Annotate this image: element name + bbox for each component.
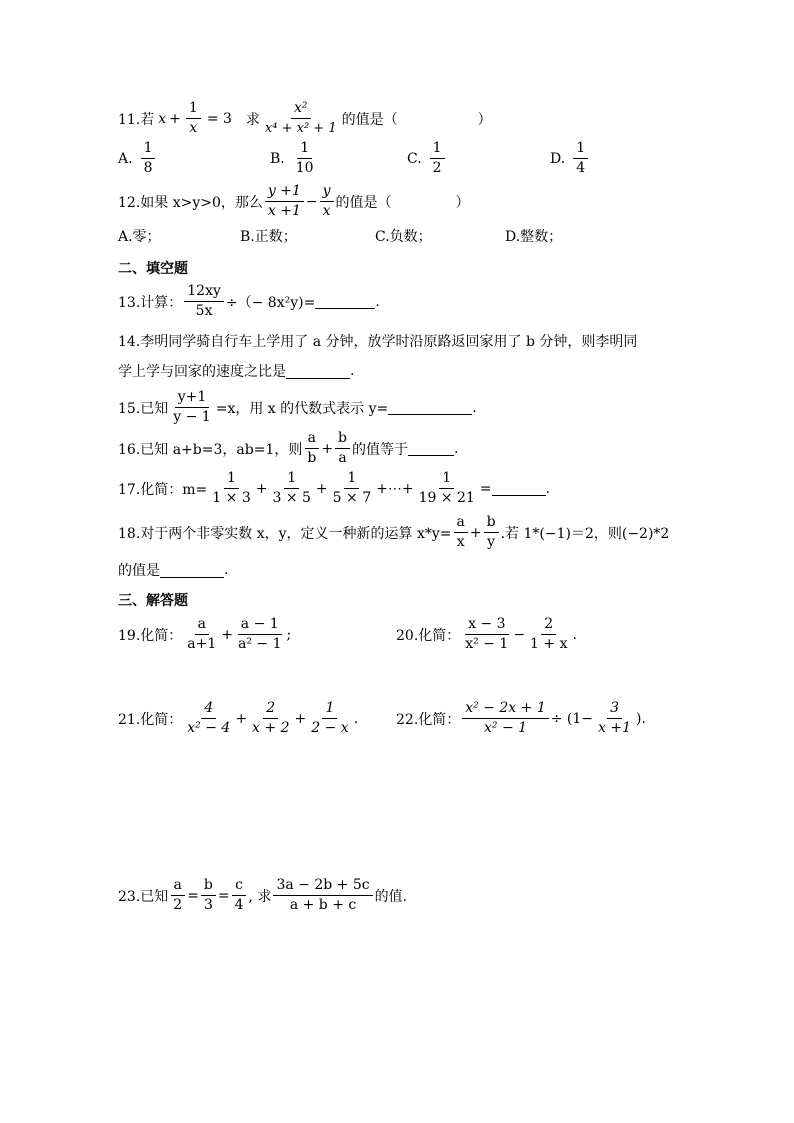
q22-fraction-1: $\frac{\text{x² − 2x + 1}}{\text{x² − 1}}$ <box>462 700 548 737</box>
question-18: 18.对于两个非零实数 x，y，定义一种新的运算 x*y= $\frac{a}{x}$ + $\frac{b}{y}$ .若 1*(−1)＝2，则(−2)*2 <box>118 514 670 550</box>
question-21: 21.化简： $\frac{4}{\text{x² − 4}}$ + $\frac{2}{x + 2}$ + $\frac{1}{2 - x}$ . <box>118 700 359 736</box>
q14-answer-blank[interactable] <box>286 364 350 379</box>
q12-option-c[interactable]: C.负数； <box>375 229 432 245</box>
question-15: 15.已知 $\frac{y+1}{y - 1}$ =x，用 x 的代数式表示 y= . <box>118 389 477 425</box>
q13-answer-blank[interactable] <box>315 294 375 309</box>
q12-option-a[interactable]: A.零； <box>118 229 161 245</box>
q11-fraction-1-over-x: $\frac{1}{x}$ <box>186 100 201 137</box>
question-17: 17.化简：m= $\frac{1}{1 \times 3}$ + $\frac{1}{3 \times 5}$ + $\frac{1}{5 \times 7}$ +⋯+ $\frac{1}{19 \times 21}$ = . <box>118 470 551 506</box>
q23-fraction-main: $\frac{3a - 2b + 5c}{a + b + c}$ <box>273 877 372 914</box>
question-13: 13.计算： $\frac{12xy}{5x}$ ÷（− 8x²y)= . <box>118 283 380 319</box>
question-11: 11.若 x + $\frac{1}{x}$ = 3 求 $\frac{\text{x²}}{\text{x⁴ + x² + 1}}$ 的值是（ ） <box>118 100 492 136</box>
q12-option-d[interactable]: D.整数； <box>505 229 563 245</box>
q19-fraction-2: $\frac{a - 1}{\text{a² − 1}}$ <box>237 616 282 652</box>
question-18-line-2: 的值是 . <box>118 562 229 579</box>
q17-term-3: $\frac{1}{5 \times 7}$ <box>332 470 372 506</box>
question-23: 23.已知 $\frac{a}{2}$ = $\frac{b}{3}$ = $\frac{c}{4}$ , 求 $\frac{3a - 2b + 5c}{a + b + c}$ 的值. <box>118 877 408 913</box>
q15-answer-blank[interactable] <box>388 400 472 415</box>
question-14-line-1: 14.李明同学骑自行车上学用了 a 分钟，放学时沿原路返回家用了 b 分钟，则李明同 <box>118 334 638 350</box>
q18-fraction-2: $\frac{b}{y}$ <box>484 514 499 551</box>
q19-fraction-1: $\frac{a}{a+1}$ <box>187 616 217 652</box>
q21-fraction-2: $\frac{2}{x + 2}$ <box>252 700 290 736</box>
q11-option-b[interactable]: B. $\frac{1}{10}$ <box>270 140 314 176</box>
q17-term-2: $\frac{1}{3 \times 5}$ <box>272 470 311 506</box>
q11-option-c[interactable]: C. $\frac{1}{2}$ <box>407 140 447 177</box>
q16-fraction-2: $\frac{b}{a}$ <box>335 430 350 467</box>
q15-fraction: $\frac{y+1}{y - 1}$ <box>173 389 211 425</box>
q16-fraction-1: $\frac{a}{b}$ <box>304 430 319 467</box>
q11-main-fraction: $\frac{\text{x²}}{\text{x⁴ + x² + 1}}$ <box>264 100 337 136</box>
q23-fraction-a: $\frac{a}{2}$ <box>170 877 185 914</box>
q18-answer-blank[interactable] <box>160 563 224 578</box>
q12-fraction-1: $\frac{y +1}{x +1}$ <box>265 183 304 220</box>
q21-fraction-1: $\frac{4}{\text{x² − 4}}$ <box>187 700 231 736</box>
question-20: 20.化简： $\frac{x - 3}{\text{x² − 1}}$ − $\frac{2}{1 + x}$ . <box>396 616 577 652</box>
question-14-line-2: 学上学与回家的速度之比是 . <box>118 363 355 380</box>
q18-fraction-1: $\frac{a}{x}$ <box>454 514 468 551</box>
q20-fraction-2: $\frac{2}{1 + x}$ <box>530 616 568 652</box>
q23-fraction-c: $\frac{c}{4}$ <box>232 877 247 914</box>
section-heading-fill-in: 二、填空题 <box>118 261 188 277</box>
q17-answer-blank[interactable] <box>492 481 546 496</box>
question-16: 16.已知 a+b=3，ab=1，则 $\frac{a}{b}$ + $\frac{b}{a}$ 的值等于 . <box>118 430 459 466</box>
question-12: 12.如果 x>y>0，那么 $\frac{y +1}{x +1}$ − $\frac{y}{x}$ 的值是（ ） <box>118 183 470 219</box>
q16-answer-blank[interactable] <box>408 441 454 456</box>
q17-term-1: $\frac{1}{1 \times 3}$ <box>212 470 251 506</box>
q23-fraction-b: $\frac{b}{3}$ <box>201 877 216 914</box>
section-heading-solve: 三、解答题 <box>118 593 188 609</box>
q20-fraction-1: $\frac{x - 3}{\text{x² − 1}}$ <box>465 616 509 652</box>
q17-term-last: $\frac{1}{19 \times 21}$ <box>418 470 475 506</box>
question-19: 19.化简： $\frac{a}{a+1}$ + $\frac{a - 1}{\text{a² − 1}}$ ; <box>118 616 292 652</box>
q12-fraction-2: $\frac{y}{x}$ <box>320 183 334 220</box>
q12-option-b[interactable]: B.正数； <box>240 229 297 245</box>
question-22: 22.化简： $\frac{\text{x² − 2x + 1}}{\text{x² − 1}}$ ÷ (1− $\frac{3}{x +1}$ ). <box>396 700 646 736</box>
q11-option-a[interactable]: A. $\frac{1}{8}$ <box>118 140 157 177</box>
q11-number: 11.若 <box>118 111 155 128</box>
q22-fraction-2: $\frac{3}{x +1}$ <box>598 700 632 736</box>
q13-fraction: $\frac{12xy}{5x}$ <box>184 283 224 320</box>
q12-number: 12.如果 x>y>0，那么 <box>118 194 263 211</box>
q11-option-d[interactable]: D. $\frac{1}{4}$ <box>550 140 590 177</box>
q21-fraction-3: $\frac{1}{2 - x}$ <box>311 700 349 736</box>
